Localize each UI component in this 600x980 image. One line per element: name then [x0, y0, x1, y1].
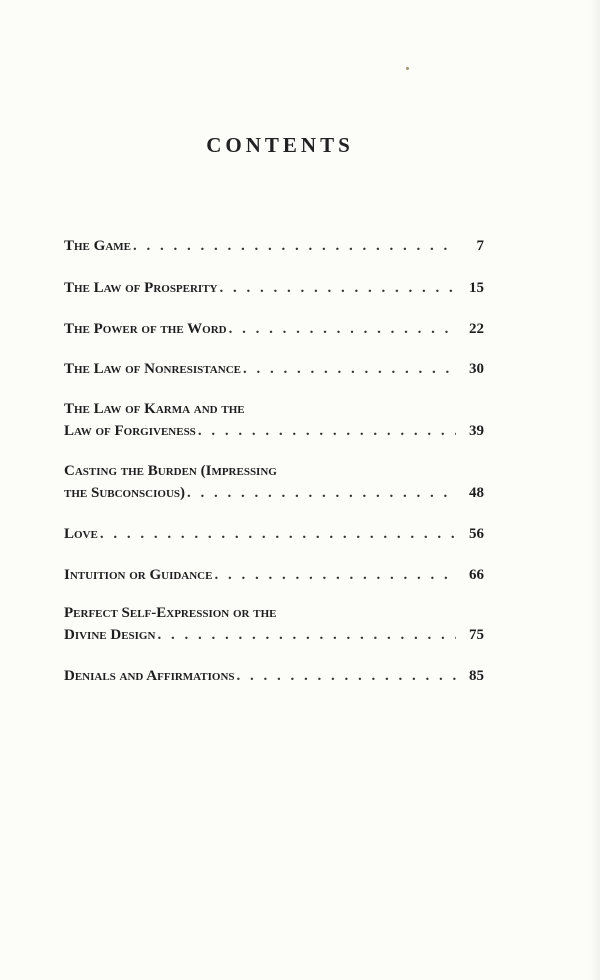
toc-page-number: 85: [469, 668, 484, 684]
toc-page-number: 48: [469, 485, 484, 501]
leader-dots: [157, 624, 456, 646]
toc-entry-title-line: The Law of Karma and the: [64, 401, 245, 417]
leader-dots: [243, 358, 456, 380]
toc-entry-title: the Subconscious): [64, 485, 186, 501]
toc-entry-title: The Power of the Word: [64, 321, 227, 337]
toc-entry: [64, 358, 484, 380]
toc-entry-title: The Law of Nonresistance: [64, 361, 241, 377]
leader-dots: [198, 420, 456, 442]
toc-entry-title: Denials and Affirmations: [64, 668, 235, 684]
toc-entry: [64, 235, 484, 257]
toc-entry-title: The Game: [64, 238, 131, 254]
toc-entry-title: Intuition or Guidance: [64, 567, 213, 583]
toc-entry: [64, 602, 484, 646]
toc-entry-title: The Law of Prosperity: [64, 280, 218, 296]
toc-page-number: 7: [476, 238, 484, 254]
toc-page-number: 39: [469, 423, 484, 439]
page-title: CONTENTS: [206, 133, 354, 157]
leader-dots: [133, 235, 456, 257]
toc-entry: [64, 318, 484, 340]
leader-dots: [220, 277, 457, 299]
page-edge-shadow: [590, 0, 600, 980]
toc-entry-title: Divine Design: [64, 627, 156, 643]
toc-entry-title: Law of Forgiveness: [64, 423, 196, 439]
toc-entry: [64, 523, 484, 545]
toc-entry: [64, 564, 484, 586]
paper-speck: [406, 67, 409, 70]
toc-entry-title: Love: [64, 526, 98, 542]
toc-entry: [64, 277, 484, 299]
toc-page-number: 75: [469, 627, 484, 643]
toc-entry: [64, 398, 484, 442]
toc-page-number: 56: [469, 526, 484, 542]
toc-page-number: 30: [469, 361, 484, 377]
leader-dots: [229, 318, 456, 340]
toc-entry-title-line: Casting the Burden (Impressing: [64, 463, 277, 479]
leader-dots: [237, 665, 456, 687]
toc-entry: [64, 665, 484, 687]
toc-page-number: 22: [469, 321, 484, 337]
leader-dots: [100, 523, 456, 545]
toc-entry: [64, 460, 484, 504]
leader-dots: [187, 482, 456, 504]
toc-entry-title-line: Perfect Self-Expression or the: [64, 605, 277, 621]
toc-page-number: 66: [469, 567, 484, 583]
toc-page-number: 15: [469, 280, 484, 296]
leader-dots: [214, 564, 456, 586]
